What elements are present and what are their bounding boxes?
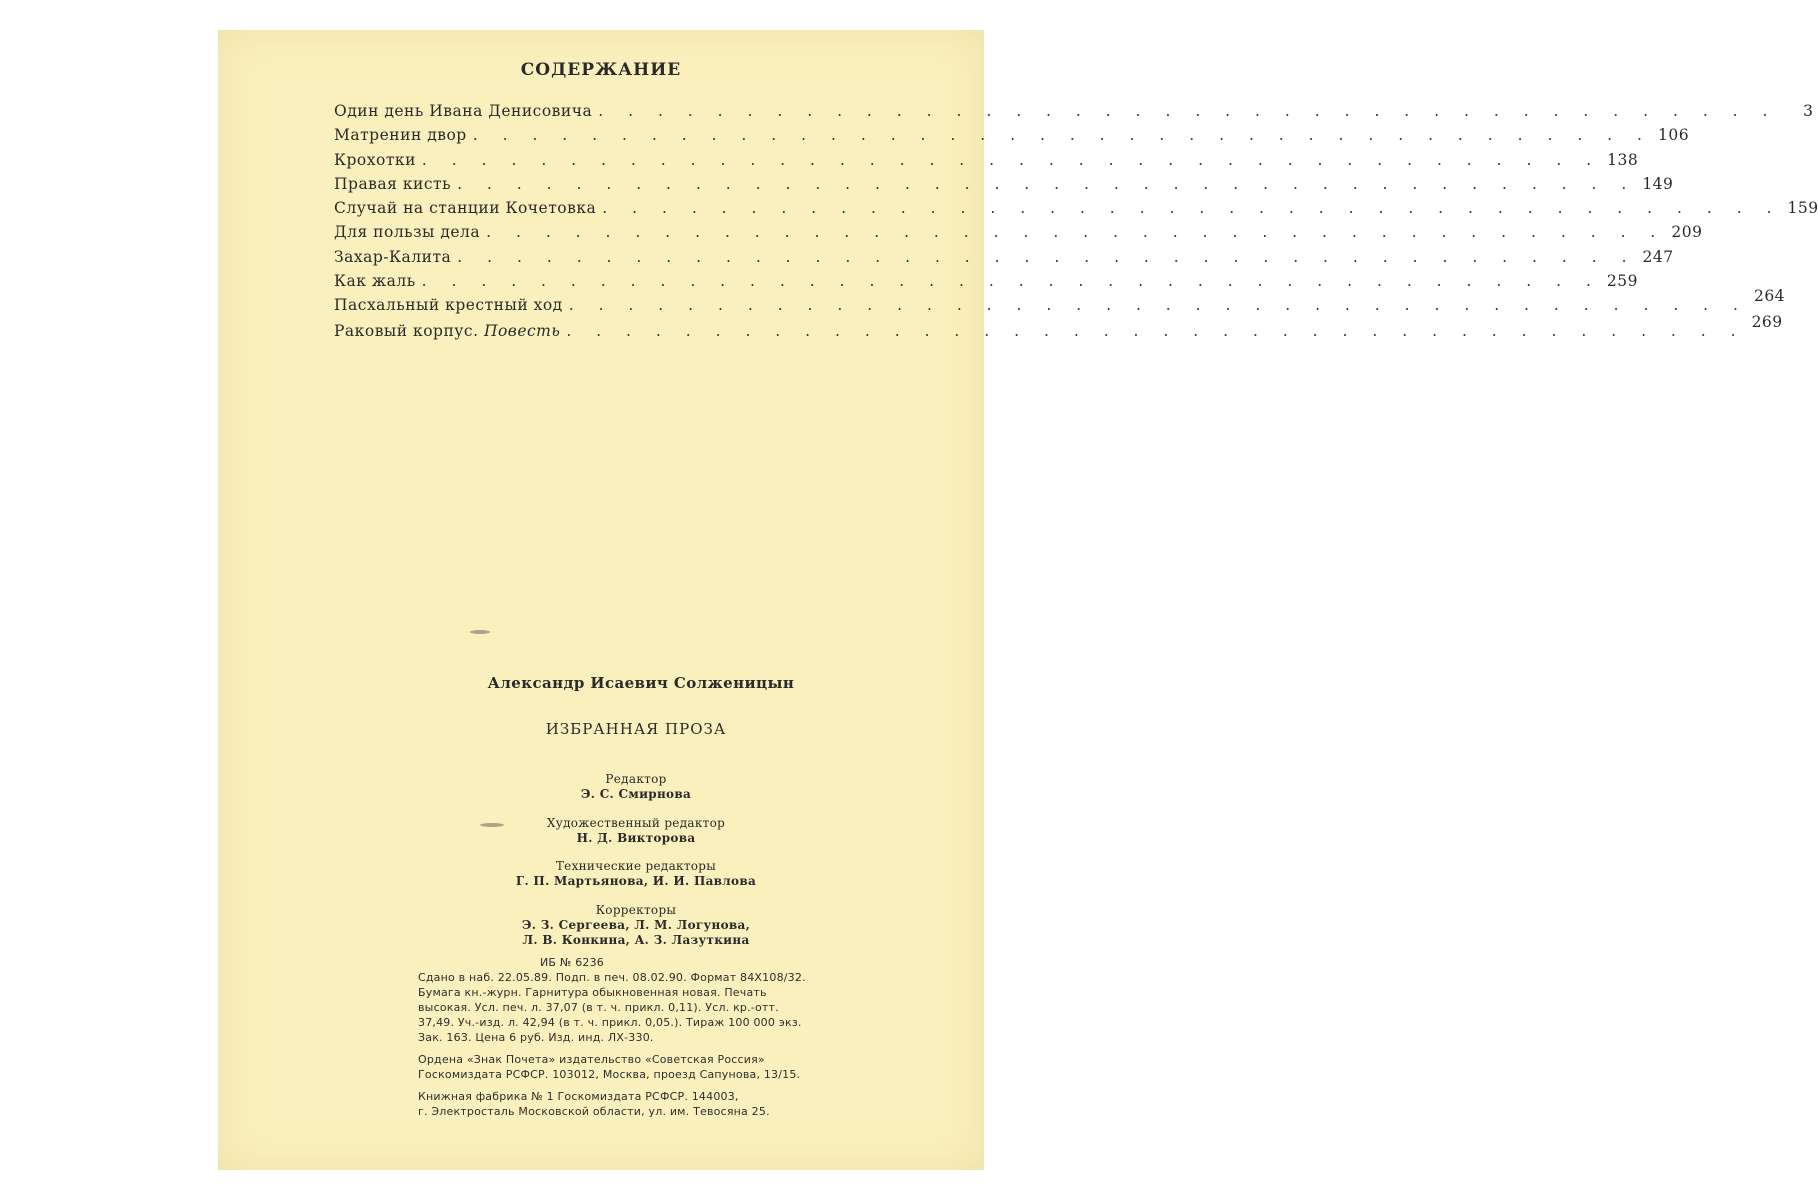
toc-entry-page: 159 xyxy=(1787,199,1819,218)
toc-entry-page: 269 xyxy=(1751,313,1783,332)
toc-entry-page: 247 xyxy=(1642,247,1674,266)
credit-art-editor xyxy=(218,816,984,846)
toc-entry-page: 209 xyxy=(1671,223,1703,242)
credit-person: Н. Д. Викторова xyxy=(576,831,696,845)
toc-leader-dots: . . . . . . . . . . . . . . . . . . . . . . . . . . . . . . . . . . . . . . . . xyxy=(472,126,1652,145)
author-name: Александр Исаевич Солженицын xyxy=(487,674,795,692)
imprint-publisher xyxy=(418,1052,878,1082)
toc-entry xyxy=(334,199,1819,223)
toc-entry-label xyxy=(334,322,560,340)
toc-entry-label: Пасхальный крестный ход xyxy=(334,296,563,315)
imprint-line: Сдано в наб. 22.05.89. Подп. в печ. 08.02.90. Формат 84Х108/32. xyxy=(418,971,806,984)
toc-entry-page: 259 xyxy=(1606,272,1638,291)
imprint-line: Зак. 163. Цена 6 руб. Изд. инд. ЛХ-330. xyxy=(418,1031,654,1044)
toc-entry xyxy=(334,102,1814,126)
credit-person: Э. С. Смирнова xyxy=(580,787,692,801)
credit-role: Художественный редактор xyxy=(546,816,726,830)
toc-entry-page: 264 xyxy=(1753,287,1786,306)
toc-entry xyxy=(334,223,1703,247)
toc-entry xyxy=(334,313,1783,348)
toc-leader-dots: . . . . . . . . . . . . . . . . . . . . . . . . . . . . . . . . . . . . . . . . xyxy=(457,174,1637,193)
toc-leader-dots: . . . . . . . . . . . . . . . . . . . . . . . . . . . . . . . . . . . . . . . . xyxy=(421,150,1602,169)
toc-entry xyxy=(334,272,1638,296)
imprint-print-details xyxy=(418,970,878,1045)
credit-proofreaders xyxy=(218,903,984,948)
toc-entry xyxy=(334,174,1674,199)
toc-entry-page: 106 xyxy=(1657,126,1690,145)
toc-leader-dots: . . . . . . . . . . . . . . . . . . . . . . . . . . . . . . . . . . . . . . . . xyxy=(486,223,1666,242)
toc-entry xyxy=(334,247,1674,272)
imprint-line: 37,49. Уч.-изд. л. 42,94 (в т. ч. прикл. 0,05.). Тираж 100 000 экз. xyxy=(418,1016,802,1029)
credit-tech-editors xyxy=(218,859,984,889)
book-page xyxy=(218,30,1819,1170)
imprint-line: Госкомиздата РСФСР. 103012, Москва, проезд Сапунова, 13/15. xyxy=(418,1068,801,1081)
toc-leader-dots: . . . . . . . . . . . . . . . . . . . . . . . . . . . . . . . . . . . . . . . . xyxy=(568,296,1748,315)
imprint-printer xyxy=(418,1089,878,1119)
toc-entry-page: 149 xyxy=(1642,174,1674,193)
credit-role: Корректоры xyxy=(595,903,677,917)
toc-entry-page: 138 xyxy=(1607,150,1639,169)
book-title: ИЗБРАННАЯ ПРОЗА xyxy=(545,720,727,738)
toc-entry-label: Правая кисть xyxy=(334,174,452,193)
imprint-line: г. Электросталь Московской области, ул. им. Тевосяна 25. xyxy=(418,1105,770,1118)
toc-entry-label: Крохотки xyxy=(334,150,416,169)
toc-leader-dots: . . . . . . . . . . . . . . . . . . . . . . . . . . . . . . . . . . . . . . . . xyxy=(602,199,1782,218)
toc-entry xyxy=(334,126,1690,150)
toc-leader-dots: . . . . . . . . . . . . . . . . . . . . . . . . . . . . . . . . . . . . . . . . xyxy=(598,102,1778,120)
page-smudge xyxy=(470,630,490,634)
toc-entry-label: Случай на станции Кочетовка xyxy=(334,199,597,218)
credit-role: Редактор xyxy=(605,772,667,786)
toc-entry xyxy=(334,287,1786,322)
toc-entry-label: Захар-Калита xyxy=(334,247,452,266)
toc-entry-title: Раковый корпус. xyxy=(334,322,479,341)
credit-editor xyxy=(218,772,984,802)
imprint xyxy=(418,955,878,1126)
imprint-line: Бумага кн.-журн. Гарнитура обыкновенная новая. Печать xyxy=(418,986,767,999)
imprint-line: Ордена «Знак Почета» издательство «Советская Россия» xyxy=(418,1053,765,1066)
toc-entry-genre: Повесть xyxy=(483,322,561,341)
imprint-ib-number: ИБ № 6236 xyxy=(540,956,605,969)
toc-entry-label: Один день Ивана Денисовича xyxy=(334,102,593,120)
toc-leader-dots: . . . . . . . . . . . . . . . . . . . . . . . . . . . . . . . . . . . . . . . . xyxy=(566,322,1746,341)
imprint-line: Книжная фабрика № 1 Госкомиздата РСФСР. 144003, xyxy=(418,1090,739,1103)
toc-entry-page: 3 xyxy=(1803,102,1814,120)
credit-person: Г. П. Мартьянова, И. И. Павлова xyxy=(515,874,757,888)
toc-leader-dots: . . . . . . . . . . . . . . . . . . . . . . . . . . . . . . . . . . . . . . . . xyxy=(421,272,1601,291)
credit-person: Л. В. Конкина, А. З. Лазуткина xyxy=(522,933,750,947)
credit-person: Э. З. Сергеева, Л. М. Логунова, xyxy=(521,918,751,932)
table-of-contents xyxy=(334,102,1819,348)
toc-entry-label: Для пользы дела xyxy=(334,223,481,242)
imprint-line: высокая. Усл. печ. л. 37,07 (в т. ч. прикл. 0,11). Усл. кр.-отт. xyxy=(418,1001,779,1014)
toc-entry xyxy=(334,150,1639,175)
credit-role: Технические редакторы xyxy=(555,859,717,873)
toc-entry-label: Как жаль xyxy=(334,272,416,291)
toc-entry-label: Матренин двор xyxy=(334,126,467,145)
toc-leader-dots: . . . . . . . . . . . . . . . . . . . . . . . . . . . . . . . . . . . . . . . . xyxy=(457,247,1637,266)
toc-title: СОДЕРЖАНИЕ xyxy=(520,60,682,80)
